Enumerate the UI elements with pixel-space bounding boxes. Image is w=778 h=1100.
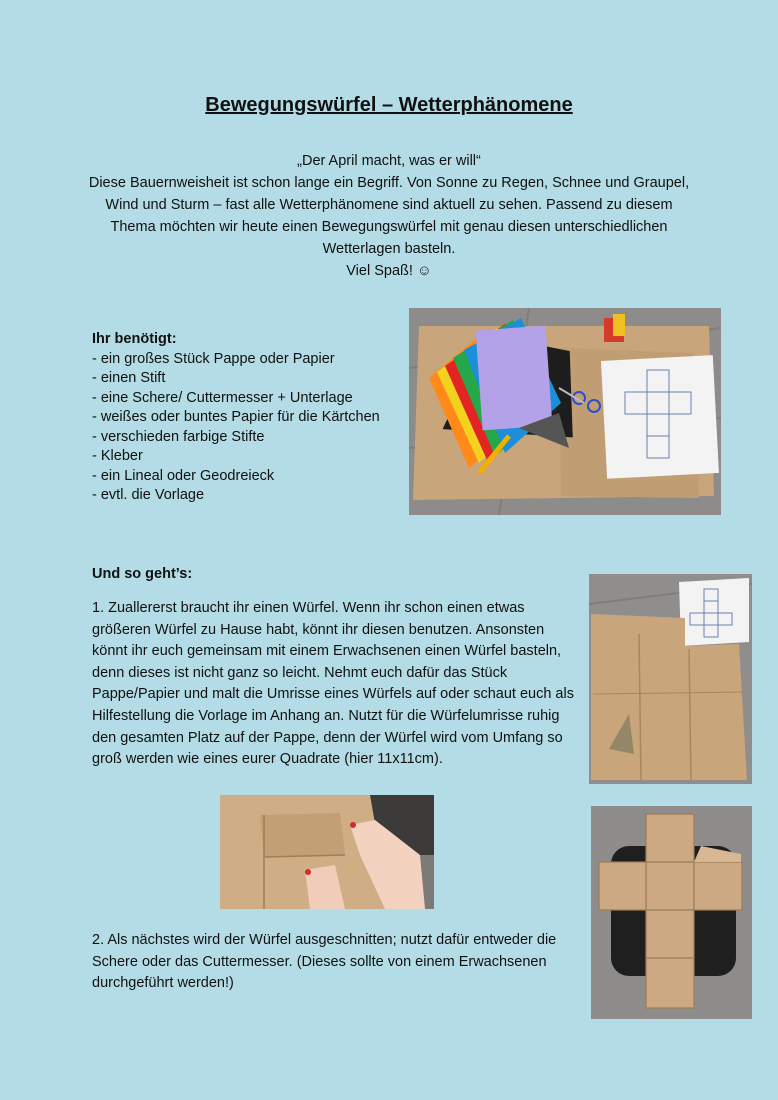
intro-line: Thema möchten wir heute einen Bewegungswürfel mit genau diesen unterschiedlichen: [110, 219, 668, 235]
cube-net-photo: [591, 806, 752, 1019]
step-2-line: durchgeführt werden!): [92, 975, 234, 992]
materials-list: [92, 330, 402, 506]
step-1-text: [92, 598, 580, 771]
cardboard-template-photo: [589, 574, 752, 784]
materials-item: - evtl. die Vorlage: [92, 487, 205, 503]
materials-item: - einen Stift: [92, 370, 166, 386]
step-1-line: denn dieses ist nicht ganz so leicht. Nehmt euch dafür das Stück: [92, 664, 508, 681]
materials-heading: Ihr benötigt:: [92, 331, 177, 347]
materials-item: - weißes oder buntes Papier für die Kärtchen: [92, 409, 380, 425]
materials-photo: [409, 308, 721, 515]
step-2-line: Schere oder das Cuttermesser. (Dieses sollte von einem Erwachsenen: [92, 953, 547, 970]
step-1-line: groß werden wie eines eurer Quadrate (hier 11x11cm).: [92, 751, 443, 768]
page-title: Bewegungswürfel – Wetterphänomene: [205, 94, 573, 116]
intro-quote: „Der April macht, was er will“: [297, 153, 481, 169]
materials-item: - ein großes Stück Pappe oder Papier: [92, 350, 335, 367]
steps-heading: Und so geht’s:: [92, 566, 193, 582]
intro-closing: Viel Spaß! ☺: [346, 263, 432, 279]
materials-item: - Kleber: [92, 448, 143, 464]
step-1-line: Pappe/Papier und malt die Umrisse eines Würfels auf oder schaut euch als: [92, 686, 574, 703]
cutting-photo: [220, 795, 434, 909]
intro-line: Diese Bauernweisheit ist schon lange ein Begriff. Von Sonne zu Regen, Schnee und Graupel,: [88, 175, 690, 191]
step-2-line: 2. Als nächstes wird der Würfel ausgeschnitten; nutzt dafür entweder die: [92, 932, 557, 948]
step-2-text: [92, 930, 572, 995]
materials-item: - eine Schere/ Cuttermesser + Unterlage: [92, 389, 353, 406]
step-1-line: Hilfestellung die Vorlage im Anhang an. Nutzt für die Würfelumrisse ruhig: [92, 707, 560, 724]
materials-item: - verschieden farbige Stifte: [92, 428, 265, 445]
step-1-line: den gesamten Platz auf der Pappe, denn der Würfel wird vom Umfang so: [92, 729, 563, 746]
step-1-line: könnt ihr euch gemeinsam mit einem Erwachsenen einen Würfel basteln,: [92, 643, 562, 660]
intro-line: Wetterlagen basteln.: [322, 241, 456, 257]
intro-line: Wind und Sturm – fast alle Wetterphänomene sind aktuell zu sehen. Passend zu diesem: [105, 197, 673, 213]
intro-paragraph: [80, 150, 698, 282]
materials-item: - ein Lineal oder Geodreieck: [92, 467, 275, 484]
step-1-line: 1. Zuallererst braucht ihr einen Würfel. Wenn ihr schon einen etwas: [92, 600, 525, 616]
step-1-line: größeren Würfel zu Hause habt, könnt ihr diesen benutzen. Ansonsten: [92, 621, 545, 638]
